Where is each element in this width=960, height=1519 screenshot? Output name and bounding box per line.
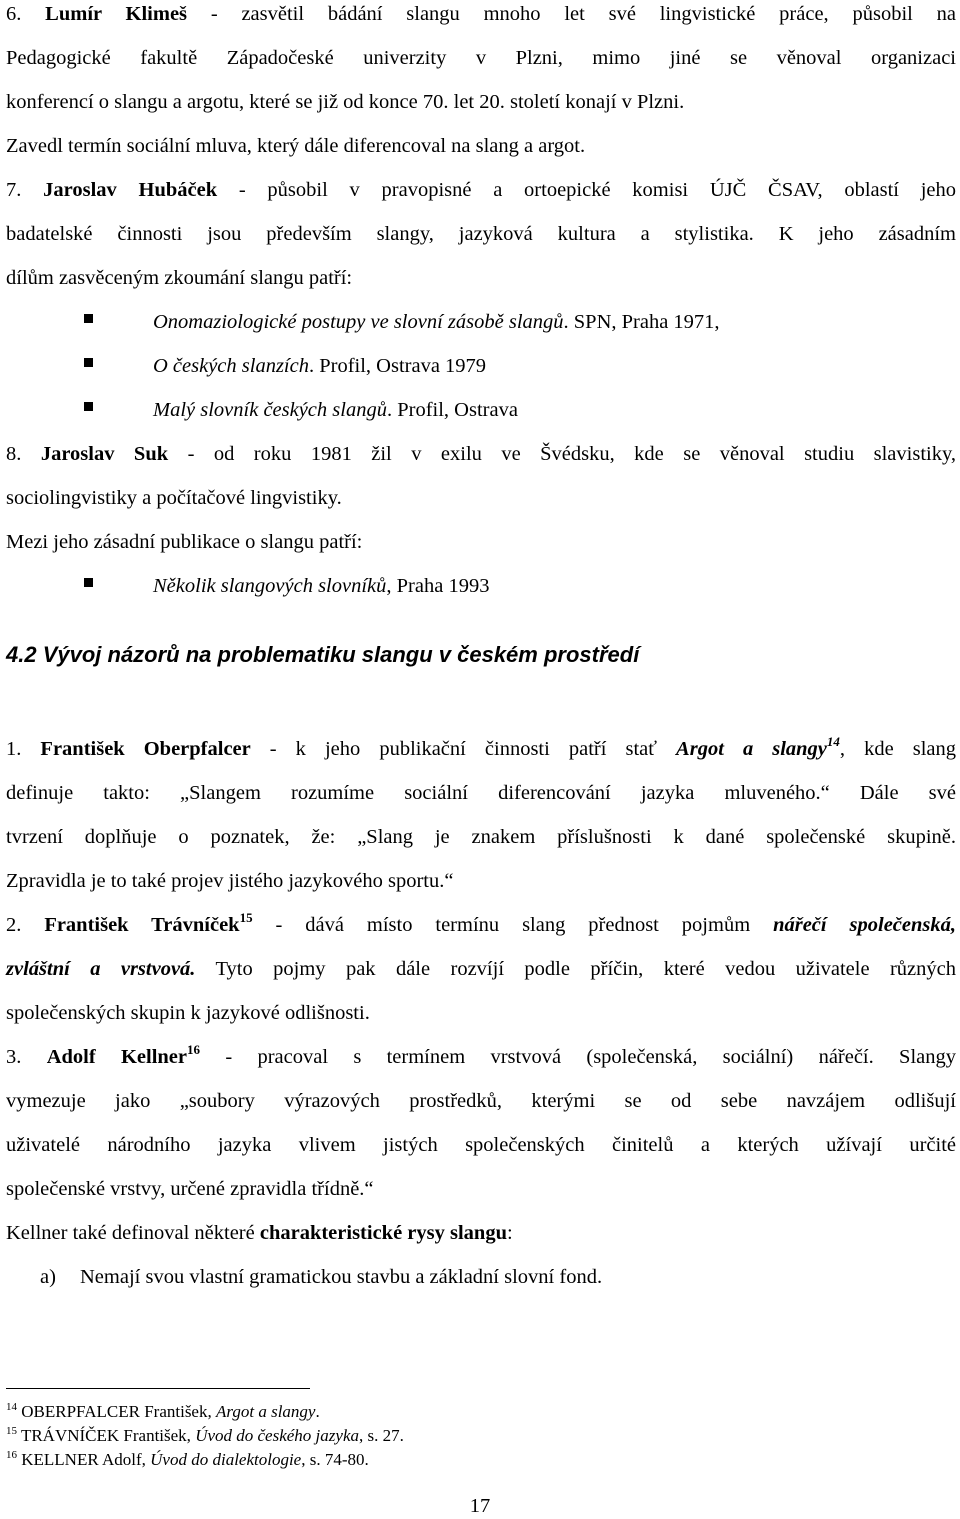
bullet-item: Několik slangových slovníků, Praha 1993 xyxy=(153,575,490,597)
footnote-ref: 16 xyxy=(187,1042,201,1057)
bullet-item: Onomaziologické postupy ve slovní zásobě slangů. SPN, Praha 1971, xyxy=(153,311,720,333)
text-line: zvláštní a vrstvová. Tyto pojmy pak dále rozvíjí podle příčin, které vedou uživatele různých xyxy=(6,958,957,980)
bullet-square-icon xyxy=(84,314,93,323)
text-line: společenské vrstvy, určené zpravidla třídně.“ xyxy=(6,1178,374,1200)
list-item-text: Nemají svou vlastní gramatickou stavbu a základní slovní fond. xyxy=(80,1266,603,1288)
footnote-ref: 14 xyxy=(826,734,840,749)
person-name: František Trávníček xyxy=(44,914,240,936)
text-line: společenských skupin k jazykové odlišnosti. xyxy=(6,1002,370,1024)
person-name: Jaroslav Suk xyxy=(40,443,169,465)
text-line: definuje takto: „Slangem rozumíme sociální diferencování jazyka mluveného.“ Dále své xyxy=(6,782,956,804)
text-line: tvrzení doplňuje o poznatek, že: „Slang je znakem příslušnosti k dané společenské skupině. xyxy=(6,826,956,848)
text-line: Pedagogické fakultě Západočeské univerzity v Plzni, mimo jiné se věnoval organizaci xyxy=(6,47,956,69)
text-line: badatelské činnosti jsou především slangy, jazyková kultura a stylistika. K jeho zásadním xyxy=(6,223,956,245)
text-line: 6. Lumír Klimeš - zasvětil bádání slangu mnoho let své lingvistické práce, působil na xyxy=(6,3,956,25)
person-name: Lumír Klimeš xyxy=(45,3,188,25)
text-line: Mezi jeho zásadní publikace o slangu patří: xyxy=(6,531,363,553)
text-line: 1. František Oberpfalcer - k jeho publikační činnosti patří stať Argot a slangy$^{14}$, kde slang xyxy=(6,734,956,760)
emphasis: charakteristické rysy slangu xyxy=(259,1222,507,1244)
bullet-item: O českých slanzích. Profil, Ostrava 1979 xyxy=(153,355,487,377)
text-line: Zpravidla je to také projev jistého jazykového sportu.“ xyxy=(6,870,454,892)
text-line: sociolingvistiky a počítačové lingvistiky. xyxy=(6,487,342,509)
footnote-ref: 15 xyxy=(239,910,253,925)
text-line: dílům zasvěceným zkoumání slangu patří: xyxy=(6,267,353,289)
text-line: 2. František Trávníček$^{15}$ - dává místo termínu slang přednost pojmům nářečí společenská, xyxy=(6,910,957,936)
text-line: konferencí o slangu a argotu, které se již od konce 70. let 20. století konají v Plzni. xyxy=(6,91,685,113)
text-line: vymezuje jako „soubory výrazových prostředků, kterými se od sebe navzájem odlišují xyxy=(6,1090,956,1112)
bullet-square-icon xyxy=(84,578,93,587)
text-line: 8. Jaroslav Suk - od roku 1981 žil v exilu ve Švédsku, kde se věnoval studiu slavistiky, xyxy=(6,443,957,465)
bullet-square-icon xyxy=(84,358,93,367)
term: nářečí společenská, xyxy=(773,914,957,936)
bullet-square-icon xyxy=(84,402,93,411)
list-item: a) xyxy=(40,1266,56,1288)
text-line: Zavedl termín sociální mluva, který dále diferencoval na slang a argot. xyxy=(6,135,586,157)
person-name: František Oberpfalcer xyxy=(40,738,251,760)
page-number: 17 xyxy=(469,1495,491,1517)
work-title: Argot a slangy xyxy=(676,738,827,760)
person-name: Jaroslav Hubáček xyxy=(43,179,218,201)
footnote-divider xyxy=(6,1388,310,1389)
section-heading: 4.2 Vývoj názorů na problematiku slangu v českém prostředí xyxy=(6,642,640,667)
person-name: Adolf Kellner xyxy=(46,1046,188,1068)
text-line: 3. Adolf Kellner$^{16}$ - pracoval s termínem vrstvová (společenská, sociální) nářečí. Slangy xyxy=(6,1042,957,1068)
bullet-item: Malý slovník českých slangů. Profil, Ostrava xyxy=(153,399,518,421)
text-line: 7. Jaroslav Hubáček - působil v pravopisné a ortoepické komisi ÚJČ ČSAV, oblastí jeho xyxy=(6,179,957,201)
text-line: Kellner také definoval některé charakteristické rysy slangu: xyxy=(6,1222,513,1244)
text-line: uživatelé národního jazyka vlivem jistých společenských činitelů a kterých užívají určité xyxy=(6,1134,956,1156)
footnote: $^{14}$ OBERPFALCER František, Argot a slangy. xyxy=(6,1401,320,1421)
term: zvláštní a vrstvová. xyxy=(6,958,196,980)
footnote: $^{16}$ KELLNER Adolf, Úvod do dialektologie, s. 74-80. xyxy=(6,1449,369,1469)
footnote: $^{15}$ TRÁVNÍČEK František, Úvod do českého jazyka, s. 27. xyxy=(6,1425,404,1445)
